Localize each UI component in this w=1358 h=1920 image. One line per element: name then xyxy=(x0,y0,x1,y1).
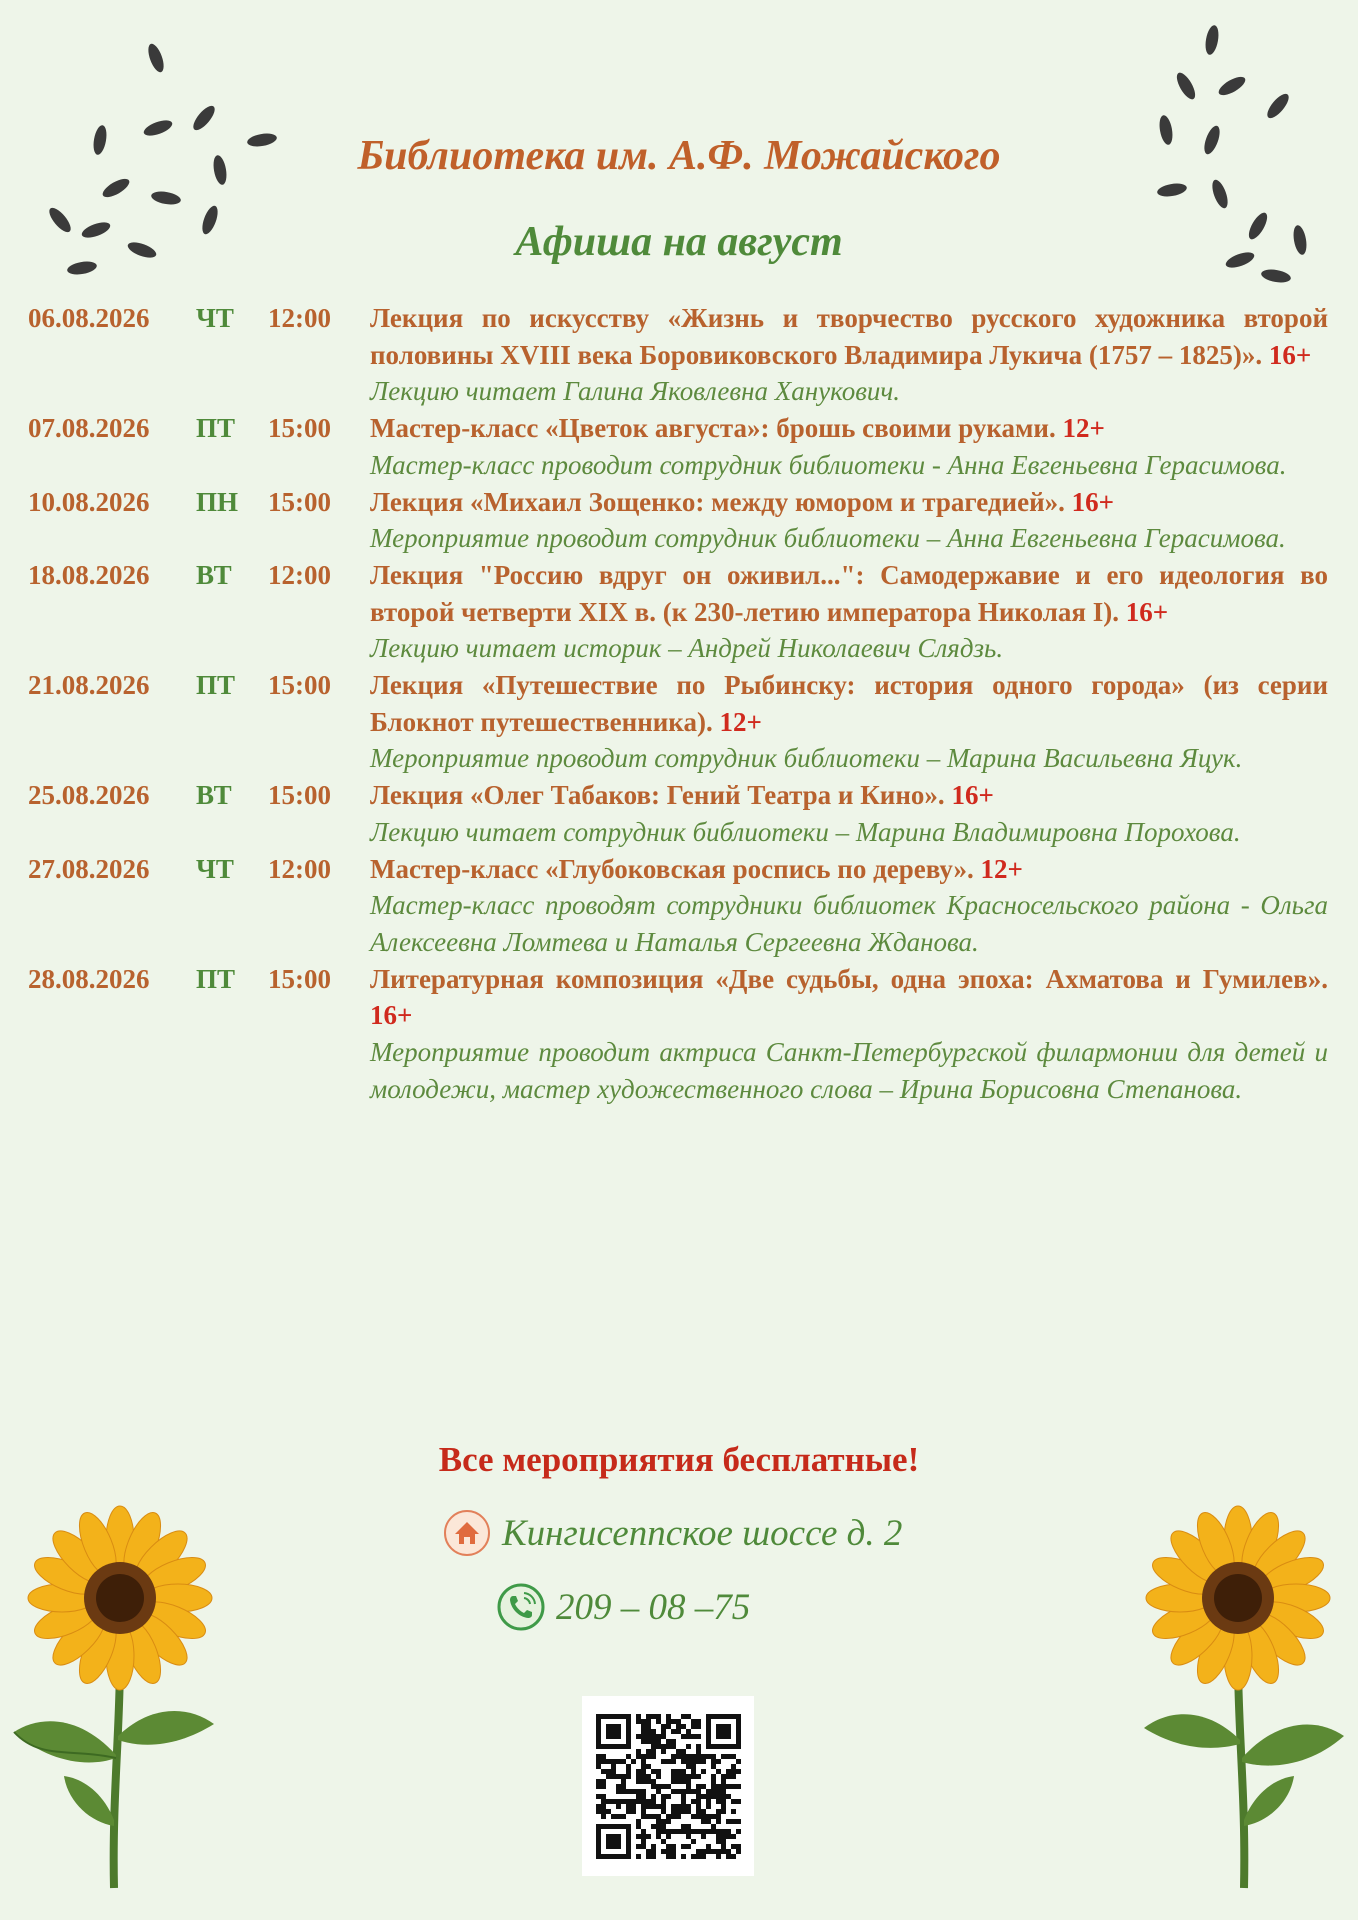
event-title xyxy=(370,851,1328,888)
age-rating: 16+ xyxy=(1268,339,1312,370)
event-time: 15:00 xyxy=(268,670,331,701)
event-time: 15:00 xyxy=(268,780,331,811)
events-list xyxy=(28,300,1328,1107)
event-weekday: ВТ xyxy=(196,780,232,811)
event-note: Лекцию читает историк – Андрей Николаевич Слядзь. xyxy=(370,633,1004,664)
event-title-text: Мастер-класс «Глубоковская роспись по дереву». xyxy=(370,853,974,884)
phone-line xyxy=(496,1582,750,1632)
home-icon xyxy=(442,1508,492,1558)
age-rating: 12+ xyxy=(719,706,762,737)
event-date: 10.08.2026 xyxy=(28,486,150,517)
event-title-text: Мастер-класс «Цветок августа»: брошь своими руками. xyxy=(370,413,1056,444)
event-time: 12:00 xyxy=(268,559,331,590)
event-title-text: Литературная композиция «Две судьбы, одна эпоха: Ахматова и Гумилев». xyxy=(370,963,1328,994)
event-weekday: ЧТ xyxy=(196,303,234,333)
age-rating: 16+ xyxy=(951,780,994,811)
free-events-notice: Все мероприятия бесплатные! xyxy=(438,1440,920,1479)
event-title xyxy=(370,557,1328,630)
age-rating: 16+ xyxy=(1071,486,1115,517)
event-weekday: ПН xyxy=(196,486,239,517)
event-weekday: ВТ xyxy=(196,559,232,590)
library-name: Библиотека им. А.Ф. Можайского xyxy=(357,133,1001,179)
sunflower-left xyxy=(10,1500,220,1890)
page-title: Афиша на август xyxy=(515,219,843,265)
event-time: 15:00 xyxy=(268,963,331,994)
event-time: 12:00 xyxy=(268,303,331,333)
event-row xyxy=(28,557,1328,667)
event-body xyxy=(370,557,1328,667)
age-rating: 16+ xyxy=(370,1000,413,1031)
event-row xyxy=(28,410,1328,483)
event-note: Мероприятие проводит сотрудник библиотеки – Марина Васильевна Яцук. xyxy=(370,743,1243,774)
event-date: 27.08.2026 xyxy=(28,853,150,884)
event-note: Лекцию читает Галина Яковлевна Ханукович. xyxy=(370,376,901,407)
event-note: Мероприятие проводит актриса Санкт-Петербургской филармонии для детей и молодежи, мастер художественного слова – Ирина Борисовна Степанова. xyxy=(370,1037,1328,1104)
event-body xyxy=(370,484,1328,557)
address-text: Кингисеппское шоссе д. 2 xyxy=(502,1512,903,1554)
event-date: 21.08.2026 xyxy=(28,670,150,701)
event-date: 25.08.2026 xyxy=(28,780,150,811)
event-weekday: ПТ xyxy=(196,670,236,701)
address-line xyxy=(442,1508,902,1558)
event-date: 28.08.2026 xyxy=(28,963,150,994)
event-time: 15:00 xyxy=(268,486,331,517)
age-rating: 12+ xyxy=(980,853,1023,884)
event-date: 07.08.2026 xyxy=(28,413,150,444)
event-title-text: Лекция по искусству «Жизнь и творчество русского художника второй половины XVIII века Боровиковского Владимира Лукича (1757 – 1825)». xyxy=(370,303,1328,370)
event-note: Мастер-класс проводят сотрудники библиотек Красносельского района - Ольга Алексеевна Ломтева и Наталья Сергеевна Жданова. xyxy=(370,890,1328,957)
event-body xyxy=(370,851,1328,961)
event-weekday: ПТ xyxy=(196,963,236,994)
age-rating: 16+ xyxy=(1125,596,1169,627)
age-rating: 12+ xyxy=(1062,413,1105,444)
event-row xyxy=(28,484,1328,557)
event-body xyxy=(370,667,1328,777)
event-row xyxy=(28,961,1328,1108)
event-weekday: ПТ xyxy=(196,413,236,444)
event-title xyxy=(370,777,1328,814)
event-title xyxy=(370,410,1328,447)
event-body xyxy=(370,410,1328,483)
event-row xyxy=(28,300,1328,410)
event-weekday: ЧТ xyxy=(196,853,234,884)
event-body xyxy=(370,300,1328,410)
event-time: 12:00 xyxy=(268,853,331,884)
event-title xyxy=(370,300,1328,373)
event-title-text: Лекция «Олег Табаков: Гений Театра и Кино». xyxy=(370,780,945,811)
event-row xyxy=(28,851,1328,961)
qr-code[interactable] xyxy=(582,1696,754,1876)
event-note: Лекцию читает сотрудник библиотеки – Марина Владимировна Порохова. xyxy=(370,816,1241,847)
event-note: Мастер-класс проводит сотрудник библиотеки - Анна Евгеньевна Герасимова. xyxy=(370,449,1287,480)
event-title xyxy=(370,667,1328,740)
event-body xyxy=(370,961,1328,1108)
event-row xyxy=(28,667,1328,777)
phone-icon xyxy=(496,1582,546,1632)
event-date: 06.08.2026 xyxy=(28,303,150,333)
event-title-text: Лекция «Путешествие по Рыбинску: история одного города» (из серии Блокнот путешественника). xyxy=(370,670,1328,737)
qr-code-image xyxy=(582,1696,754,1876)
event-title xyxy=(370,961,1328,1034)
event-note: Мероприятие проводит сотрудник библиотеки – Анна Евгеньевна Герасимова. xyxy=(370,523,1286,554)
sunflower-right xyxy=(1138,1500,1348,1890)
event-title xyxy=(370,484,1328,521)
event-row xyxy=(28,777,1328,850)
event-body xyxy=(370,777,1328,850)
phone-text: 209 – 08 –75 xyxy=(556,1586,751,1628)
event-title-text: Лекция «Михаил Зощенко: между юмором и трагедией». xyxy=(370,486,1065,517)
event-time: 15:00 xyxy=(268,413,331,444)
event-title-text: Лекция "Россию вдруг он оживил...": Самодержавие и его идеология во второй четверти XIX в. (к 230-летию императора Николая I). xyxy=(370,559,1328,627)
event-date: 18.08.2026 xyxy=(28,559,150,590)
